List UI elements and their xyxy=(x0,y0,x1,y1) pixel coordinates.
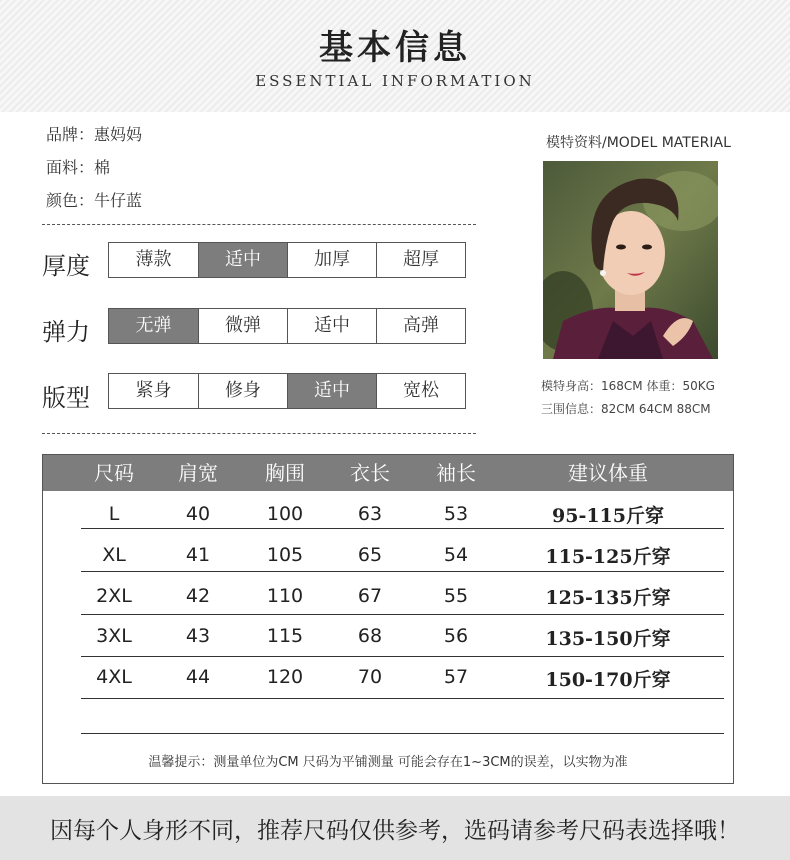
cell-weight: 95-115斤穿 xyxy=(552,505,664,527)
model-photo-illustration xyxy=(543,161,718,359)
cell-shoulder: 42 xyxy=(185,585,211,607)
thickness-option: 薄款 xyxy=(135,249,172,270)
cell-length: 63 xyxy=(357,503,383,525)
cell-sleeve: 54 xyxy=(443,544,469,566)
thickness-option: 加厚 xyxy=(287,243,376,277)
material-info: 面料：棉 xyxy=(46,158,111,177)
cell-size: 2XL xyxy=(96,585,132,607)
col-header-length: 衣长 xyxy=(350,461,390,485)
model-title: 模特资料/MODEL MATERIAL xyxy=(546,135,731,151)
brand-info: 品牌：惠妈妈 xyxy=(46,125,143,144)
cell-length: 65 xyxy=(357,544,383,566)
attr-label-elasticity: 弹力 xyxy=(42,318,90,346)
cell-weight: 135-150斤穿 xyxy=(545,628,671,650)
attr-label-fit: 版型 xyxy=(42,384,90,412)
divider-top xyxy=(42,224,476,225)
footer-text: 因每个人身形不同，推荐尺码仅供参考，选码请参考尺码表选择哦！ xyxy=(50,818,740,844)
col-header-sleeve: 袖长 xyxy=(436,461,476,485)
model-measurements: 三围信息：82CM 64CM 88CM xyxy=(541,402,711,416)
col-header-weight: 建议体重 xyxy=(568,461,648,485)
fit-option: 宽松 xyxy=(376,374,465,408)
fit-option: 紧身 xyxy=(135,380,172,401)
model-photo xyxy=(543,161,718,359)
fit-option-selected: 适中 xyxy=(287,374,376,408)
elasticity-option-selected: 无弹 xyxy=(109,309,198,343)
fit-options xyxy=(108,373,466,409)
cell-chest: 120 xyxy=(266,666,304,688)
col-header-size: 尺码 xyxy=(94,461,134,485)
thickness-option-selected: 适中 xyxy=(198,243,287,277)
row-divider xyxy=(81,571,724,572)
col-header-shoulder: 肩宽 xyxy=(178,461,218,485)
row-divider xyxy=(81,698,724,699)
cell-size: XL xyxy=(102,544,126,566)
row-divider xyxy=(81,656,724,657)
row-divider xyxy=(81,614,724,615)
cell-size: 4XL xyxy=(96,666,132,688)
cell-length: 68 xyxy=(357,625,383,647)
elasticity-option: 适中 xyxy=(287,309,376,343)
cell-shoulder: 44 xyxy=(185,666,211,688)
cell-weight: 125-135斤穿 xyxy=(545,587,671,609)
cell-sleeve: 56 xyxy=(443,625,469,647)
footer-banner xyxy=(0,796,790,860)
table-header xyxy=(43,455,733,491)
model-height-weight: 模特身高：168CM 体重：50KG xyxy=(541,379,715,393)
cell-shoulder: 40 xyxy=(185,503,211,525)
thickness-options xyxy=(108,242,466,278)
cell-sleeve: 57 xyxy=(443,666,469,688)
cell-weight: 150-170斤穿 xyxy=(545,669,671,691)
cell-shoulder: 41 xyxy=(185,544,211,566)
header-banner xyxy=(0,0,790,112)
cell-length: 70 xyxy=(357,666,383,688)
page-title: 基本信息 xyxy=(319,28,471,68)
cell-sleeve: 55 xyxy=(443,585,469,607)
cell-size: L xyxy=(108,503,120,525)
cell-shoulder: 43 xyxy=(185,625,211,647)
elasticity-options xyxy=(108,308,466,344)
cell-size: 3XL xyxy=(96,625,132,647)
cell-sleeve: 53 xyxy=(443,503,469,525)
thickness-option: 超厚 xyxy=(376,243,465,277)
col-header-chest: 胸围 xyxy=(265,461,305,485)
row-divider xyxy=(81,733,724,734)
page-subtitle: ESSENTIAL INFORMATION xyxy=(255,72,535,90)
elasticity-option: 高弹 xyxy=(376,309,465,343)
measurement-note: 温馨提示：测量单位为CM 尺码为平铺测量 可能会存在1~3CM的误差，以实物为准 xyxy=(148,755,628,770)
cell-chest: 100 xyxy=(266,503,304,525)
elasticity-option: 微弹 xyxy=(198,309,287,343)
color-info: 颜色：牛仔蓝 xyxy=(46,191,143,210)
cell-chest: 105 xyxy=(266,544,304,566)
cell-chest: 110 xyxy=(266,585,304,607)
cell-chest: 115 xyxy=(266,625,304,647)
divider-bottom xyxy=(42,433,476,434)
attr-label-thickness: 厚度 xyxy=(42,252,90,280)
row-divider xyxy=(81,528,724,529)
fit-option: 修身 xyxy=(198,374,287,408)
cell-weight: 115-125斤穿 xyxy=(545,546,671,568)
cell-length: 67 xyxy=(357,585,383,607)
size-table xyxy=(42,454,734,784)
